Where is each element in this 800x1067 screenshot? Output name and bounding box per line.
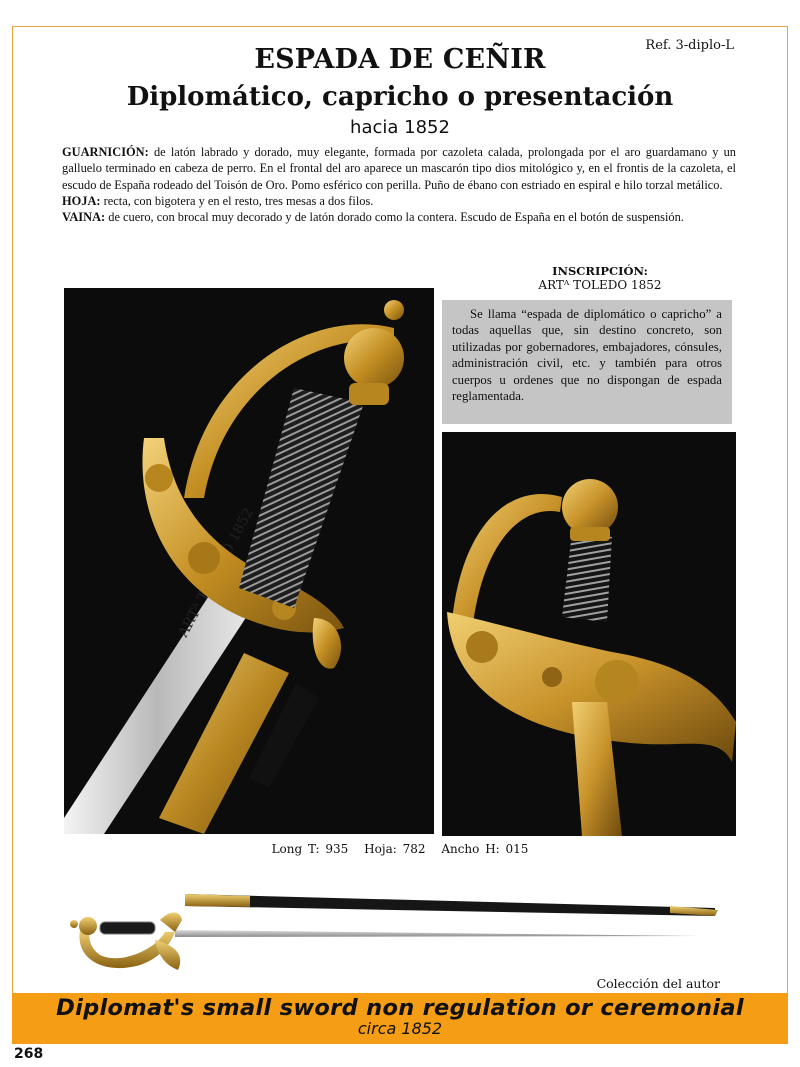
vaina-text: de cuero, con brocal muy decorado y de latón dorado como la contera. Escudo de España en el botón de suspensión.: [105, 210, 684, 225]
page-subtitle: Diplomático, capricho o presentación: [126, 82, 674, 112]
guard-detail-photo: [442, 432, 736, 836]
dimensions-line: [0, 842, 800, 856]
description-block: [62, 144, 736, 225]
guarnicion-paragraph: [62, 144, 736, 193]
inscription-label: INSCRIPCIÓN:: [552, 264, 648, 278]
blade-width: Ancho H: 015: [441, 842, 529, 856]
inscription-value: ARTᴬ TOLEDO 1852: [538, 278, 662, 292]
english-date: circa 1852: [357, 1019, 443, 1038]
page-number: 268: [14, 1046, 44, 1062]
full-sword-photo: [60, 880, 725, 980]
reference-code: Ref. 3-diplo-L: [645, 38, 734, 53]
total-length: Long T: 935: [271, 842, 349, 856]
hoja-text: recta, con bigotera y en el resto, tres mesas a dos filos.: [100, 193, 374, 208]
date-line: hacia 1852: [350, 117, 450, 138]
sword-hilt-illustration: [64, 288, 434, 834]
full-sword-illustration: [60, 880, 725, 980]
page-title: ESPADA DE CEÑIR: [254, 44, 546, 75]
sword-hilt-photo: [64, 288, 434, 834]
english-title: Diplomat's small sword non regulation or ceremonial: [56, 995, 744, 1021]
vaina-label: VAINA:: [62, 210, 106, 225]
hoja-paragraph: [62, 193, 736, 209]
blade-length: Hoja: 782: [364, 842, 426, 856]
guard-detail-illustration: [442, 432, 736, 836]
english-title-banner: [12, 993, 788, 1044]
guarnicion-text: de latón labrado y dorado, muy elegante, formada por cazoleta calada, prolongada por el aro guardamano y un galluelo terminado en cabeza de perro. En el frontal del aro aparece un mascarón tipo dios mitológico y, en el frontis de la cazoleta, el escudo de España rodeado del Toisón de Oro. Pomo esférico con perilla. Puño de ébano con estriado en espiral e hilo torzal metálico.: [62, 145, 736, 192]
collection-credit: Colección del autor: [596, 976, 720, 991]
vaina-paragraph: [62, 209, 736, 225]
guarnicion-label: GUARNICIÓN:: [62, 145, 149, 159]
info-note-box: Se llama “espada de diplomático o capricho” a todas aquellas que, sin destino concreto, son utilizadas por gobernadores, embajadores, cónsules, administración civil, etc. y también para otros cuerpos u ordenes que no dispongan de espada reglamentada.: [442, 300, 732, 424]
hoja-label: HOJA:: [62, 193, 101, 208]
